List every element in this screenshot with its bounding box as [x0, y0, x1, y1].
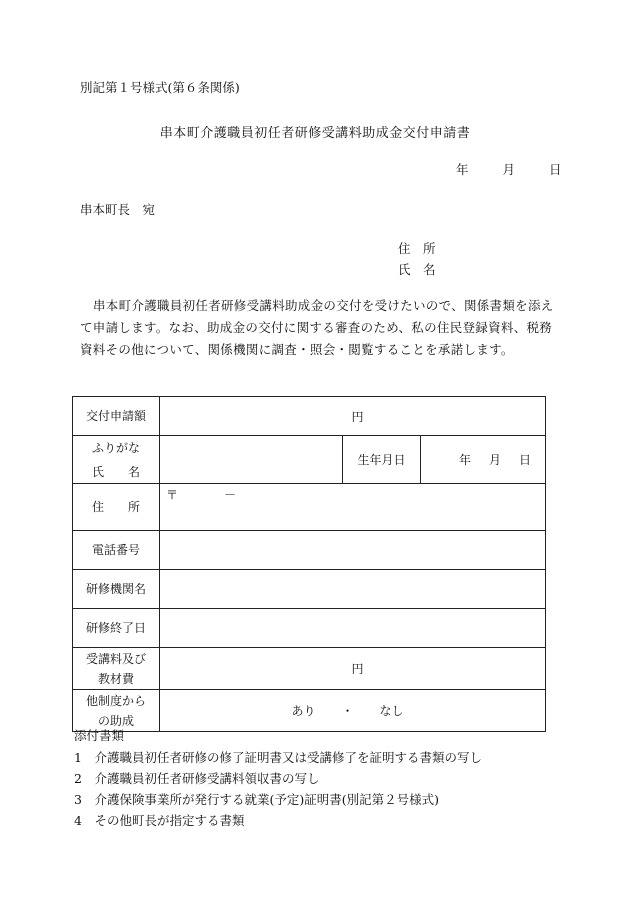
row-amount — [73, 397, 546, 436]
other-aid-separator: ・ — [341, 704, 354, 718]
other-aid-field — [160, 690, 546, 732]
postal-dash: － — [224, 488, 237, 502]
name-label-cell — [73, 436, 160, 484]
name-label: 氏 名 — [91, 464, 140, 479]
applicant-block — [398, 238, 436, 280]
birth-month: 月 — [488, 453, 501, 467]
date-line — [456, 160, 562, 178]
row-other-aid — [73, 690, 546, 732]
fee-label-2: 教材費 — [97, 671, 134, 686]
furigana-label: ふりがな — [91, 440, 140, 455]
birth-day: 日 — [518, 453, 531, 467]
other-aid-yes[interactable]: あり — [291, 704, 316, 718]
phone-field[interactable] — [160, 531, 546, 570]
document-title: 串本町介護職員初任者研修受講料助成金交付申請書 — [159, 126, 471, 141]
amount-label: 交付申請額 — [73, 397, 160, 436]
attachment-item: 3 介護保険事業所が発行する就業(予定)証明書(別記第２号様式) — [74, 792, 439, 807]
name-field[interactable] — [160, 436, 343, 484]
birth-label: 生年月日 — [343, 436, 421, 484]
birth-field[interactable] — [421, 436, 546, 484]
date-month: 月 — [502, 162, 516, 177]
row-name — [73, 436, 546, 484]
end-date-label: 研修終了日 — [73, 609, 160, 648]
fee-unit: 円 — [351, 662, 364, 676]
postal-line — [160, 484, 545, 503]
applicant-name-label: 氏 名 — [398, 262, 436, 277]
institution-field[interactable] — [160, 570, 546, 609]
birth-year: 年 — [458, 453, 471, 467]
applicant-address-label: 住 所 — [398, 241, 436, 256]
fee-field[interactable] — [160, 648, 546, 690]
date-day: 日 — [549, 162, 562, 177]
attachment-item: 1 介護職員初任者研修の修了証明書又は受講修了を証明する書類の写し — [74, 750, 482, 765]
application-table — [72, 396, 546, 732]
attachment-item: 4 その他町長が指定する書類 — [74, 813, 245, 828]
row-end-date — [73, 609, 546, 648]
date-year: 年 — [456, 162, 469, 177]
fee-label-cell — [73, 648, 160, 690]
other-aid-no[interactable]: なし — [379, 704, 404, 718]
end-date-field[interactable] — [160, 609, 546, 648]
address-field[interactable] — [160, 484, 546, 531]
amount-unit: 円 — [351, 409, 364, 424]
row-institution — [73, 570, 546, 609]
other-aid-label-2: の助成 — [97, 713, 134, 728]
postal-mark: 〒 — [166, 488, 179, 502]
attachments-heading: 添付書類 — [74, 728, 125, 743]
addressee: 串本町長 宛 — [80, 202, 156, 217]
phone-label: 電話番号 — [73, 531, 160, 570]
row-fee — [73, 648, 546, 690]
address-label: 住 所 — [73, 484, 160, 531]
form-number: 別記第１号様式(第６条関係) — [80, 80, 240, 95]
row-phone — [73, 531, 546, 570]
other-aid-label-1: 他制度から — [85, 693, 146, 708]
institution-label: 研修機関名 — [73, 570, 160, 609]
row-address — [73, 484, 546, 531]
attachment-item: 2 介護職員初任者研修受講料領収書の写し — [74, 771, 320, 786]
consent-text: 串本町介護職員初任者研修受講料助成金の交付を受けたいので、関係書類を添えて申請します。なお、助成金の交付に関する審査のため、私の住民登録資料、税務資料その他について、関係機関に調査・照会・閲覧することを承諾します。 — [80, 298, 554, 357]
fee-label-1: 受講料及び — [85, 651, 146, 666]
amount-field[interactable] — [160, 397, 546, 436]
